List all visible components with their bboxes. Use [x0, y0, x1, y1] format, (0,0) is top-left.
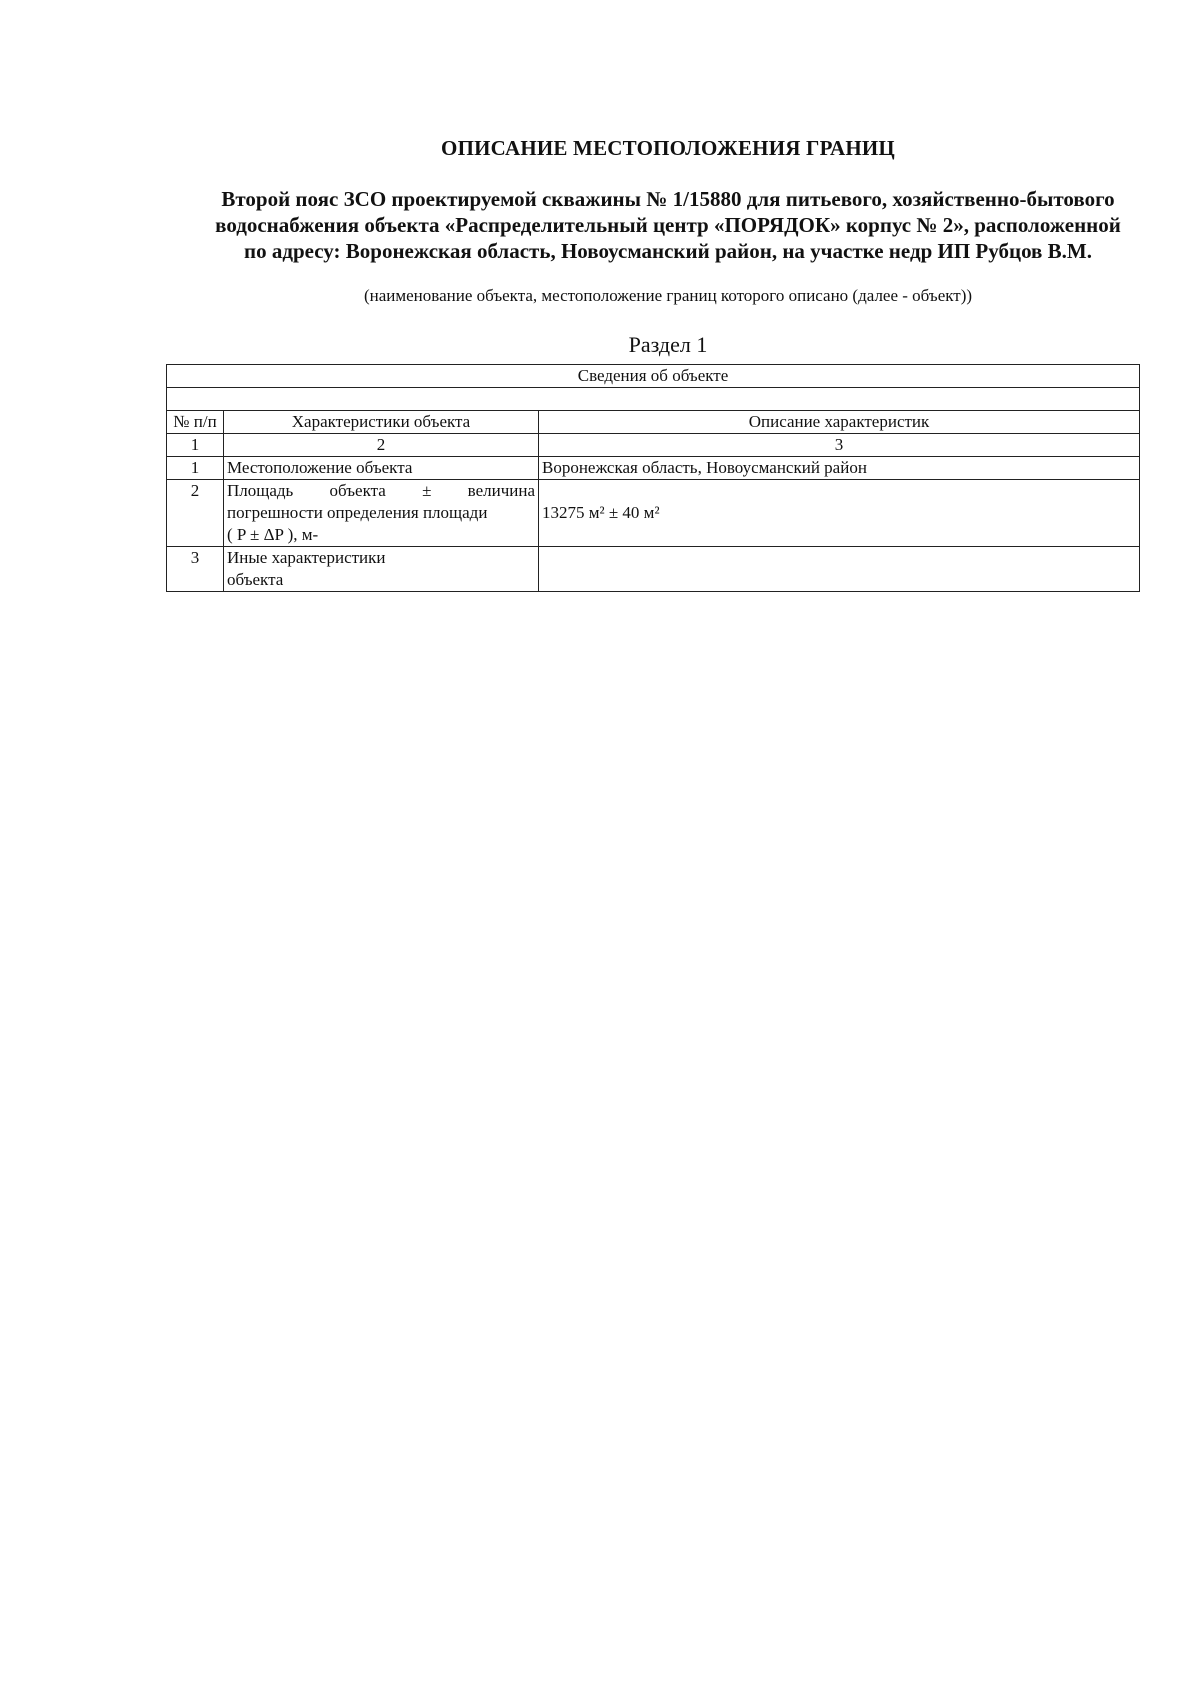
- table-row: [167, 480, 1140, 547]
- row-characteristic: [224, 547, 539, 592]
- row-description: [539, 547, 1140, 592]
- characteristic-line: Иные характеристики: [227, 548, 386, 567]
- row-num: 2: [167, 480, 224, 547]
- characteristic-line: погрешности определения площади: [227, 503, 488, 522]
- subject-line-2: водоснабжения объекта «Распределительный центр «ПОРЯДОК» корпус № 2», расположенной: [215, 213, 1121, 237]
- section-title: Раздел 1: [628, 332, 708, 357]
- characteristic-line: Местоположение объекта: [227, 458, 413, 477]
- table-row: [167, 457, 1140, 480]
- column-number-1: 1: [167, 434, 224, 457]
- subject-line-3: по адресу: Воронежская область, Новоусманский район, на участке недр ИП Рубцов В.М.: [244, 239, 1092, 263]
- header-num: № п/п: [167, 411, 224, 434]
- column-number-3: 3: [539, 434, 1140, 457]
- row-description: Воронежская область, Новоусманский район: [539, 457, 1140, 480]
- header-description: Описание характеристик: [539, 411, 1140, 434]
- table-header-row: [167, 411, 1140, 434]
- row-description: 13275 м² ± 40 м²: [539, 480, 1140, 547]
- object-caption: (наименование объекта, местоположение границ которого описано (далее - объект)): [363, 286, 973, 305]
- characteristic-line: ( P ± ΔP ), м-: [227, 525, 319, 544]
- table-row: [167, 547, 1140, 592]
- subject-line-1: Второй пояс ЗСО проектируемой скважины № 1/15880 для питьевого, хозяйственно-бытового: [221, 187, 1115, 211]
- object-info-table: [166, 364, 1140, 592]
- row-characteristic: [224, 480, 539, 547]
- row-num: 1: [167, 457, 224, 480]
- table-empty-row: [167, 388, 1140, 411]
- row-characteristic: [224, 457, 539, 480]
- table-title: Сведения об объекте: [167, 365, 1140, 388]
- table-empty-cell: [167, 388, 1140, 411]
- characteristic-line: Площадь объекта ± величина: [227, 481, 535, 500]
- row-num: 3: [167, 547, 224, 592]
- column-number-2: 2: [224, 434, 539, 457]
- object-subject: [168, 186, 1168, 264]
- table-column-numbers-row: [167, 434, 1140, 457]
- characteristic-line: объекта: [227, 570, 284, 589]
- document-title: ОПИСАНИЕ МЕСТОПОЛОЖЕНИЯ ГРАНИЦ: [441, 136, 895, 160]
- header-characteristic: Характеристики объекта: [224, 411, 539, 434]
- table-title-row: [167, 365, 1140, 388]
